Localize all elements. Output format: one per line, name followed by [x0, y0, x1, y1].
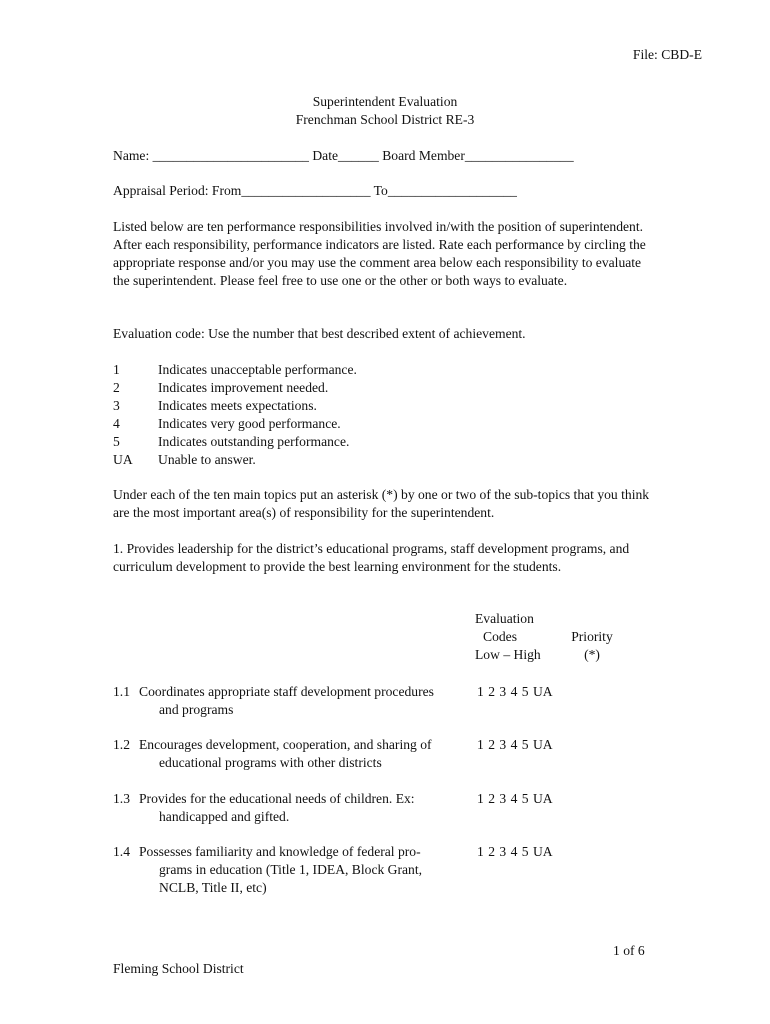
item-line: grams in education (Title 1, IDEA, Block Grant,: [159, 862, 423, 877]
item-number: 1.2: [113, 737, 130, 752]
file-reference: File: CBD-E: [632, 47, 702, 62]
asterisk-instruction: Under each of the ten main topics put an asterisk (*) by one or two of the sub-topics that you think are the most important area(s) of responsibility for the superintendent.: [113, 487, 650, 520]
item-line: Coordinates appropriate staff development procedures: [139, 684, 434, 699]
code-number: 4: [113, 416, 120, 431]
rating-scale[interactable]: 1 2 3 4 5 UA: [477, 791, 553, 806]
code-number: UA: [113, 452, 133, 467]
rating-scale[interactable]: 1 2 3 4 5 UA: [477, 684, 553, 699]
footer-district: Fleming School District: [113, 961, 244, 976]
item-line: handicapped and gifted.: [159, 809, 290, 824]
item-text: [139, 843, 469, 897]
code-number: 2: [113, 380, 120, 395]
page-number: 1 of 6: [613, 943, 645, 958]
code-number: 3: [113, 398, 120, 413]
code-description: Indicates very good performance.: [158, 416, 341, 431]
item-line: educational programs with other districts: [159, 755, 382, 770]
header-line: Evaluation: [475, 611, 534, 626]
item-number: 1.1: [113, 684, 130, 699]
responsibility-heading: 1. Provides leadership for the district’s educational programs, staff development programs, and curriculum development to provide the best learning environment for the students.: [113, 541, 630, 574]
item-number: 1.3: [113, 791, 130, 806]
appraisal-period-line: Appraisal Period: From___________________ To___________________: [113, 183, 517, 198]
evaluation-code-heading: Evaluation code: Use the number that best described extent of achievement.: [113, 326, 526, 341]
rating-scale[interactable]: 1 2 3 4 5 UA: [477, 844, 553, 859]
code-description: Indicates unacceptable performance.: [158, 362, 357, 377]
code-number: 1: [113, 362, 120, 377]
item-line: NCLB, Title II, etc): [159, 880, 267, 895]
item-text: [139, 736, 469, 772]
header-line: Low – High: [475, 647, 541, 662]
header-line: (*): [584, 647, 600, 662]
code-number: 5: [113, 434, 120, 449]
item-text: [139, 790, 469, 826]
rating-scale[interactable]: 1 2 3 4 5 UA: [477, 737, 553, 752]
intro-paragraph: Listed below are ten performance responsibilities involved in/with the position of superintendent. After each responsibility, performance indicators are listed. Rate each performance by circling the appropriate response and/or you may use the comment area below each responsibility to evaluate the superintendent. Please feel free to use one or the other or both ways to evaluate.: [113, 219, 646, 288]
item-line: Encourages development, cooperation, and sharing of: [139, 737, 432, 752]
evaluation-codes-header: [475, 610, 545, 664]
header-line: Codes: [483, 629, 517, 644]
item-line: and programs: [159, 702, 234, 717]
item-line: Provides for the educational needs of children. Ex:: [139, 791, 415, 806]
code-description: Unable to answer.: [158, 452, 256, 467]
document-subtitle: Frenchman School District RE-3: [295, 112, 475, 127]
item-line: Possesses familiarity and knowledge of federal pro-: [139, 844, 421, 859]
item-text: [139, 683, 469, 719]
header-line: Priority: [571, 629, 613, 644]
priority-header: [562, 628, 622, 664]
item-number: 1.4: [113, 844, 130, 859]
code-description: Indicates improvement needed.: [158, 380, 329, 395]
name-date-board-member-line: Name: _______________________ Date______ Board Member________________: [113, 148, 574, 163]
code-description: Indicates meets expectations.: [158, 398, 317, 413]
document-title: Superintendent Evaluation: [312, 94, 458, 109]
code-description: Indicates outstanding performance.: [158, 434, 350, 449]
